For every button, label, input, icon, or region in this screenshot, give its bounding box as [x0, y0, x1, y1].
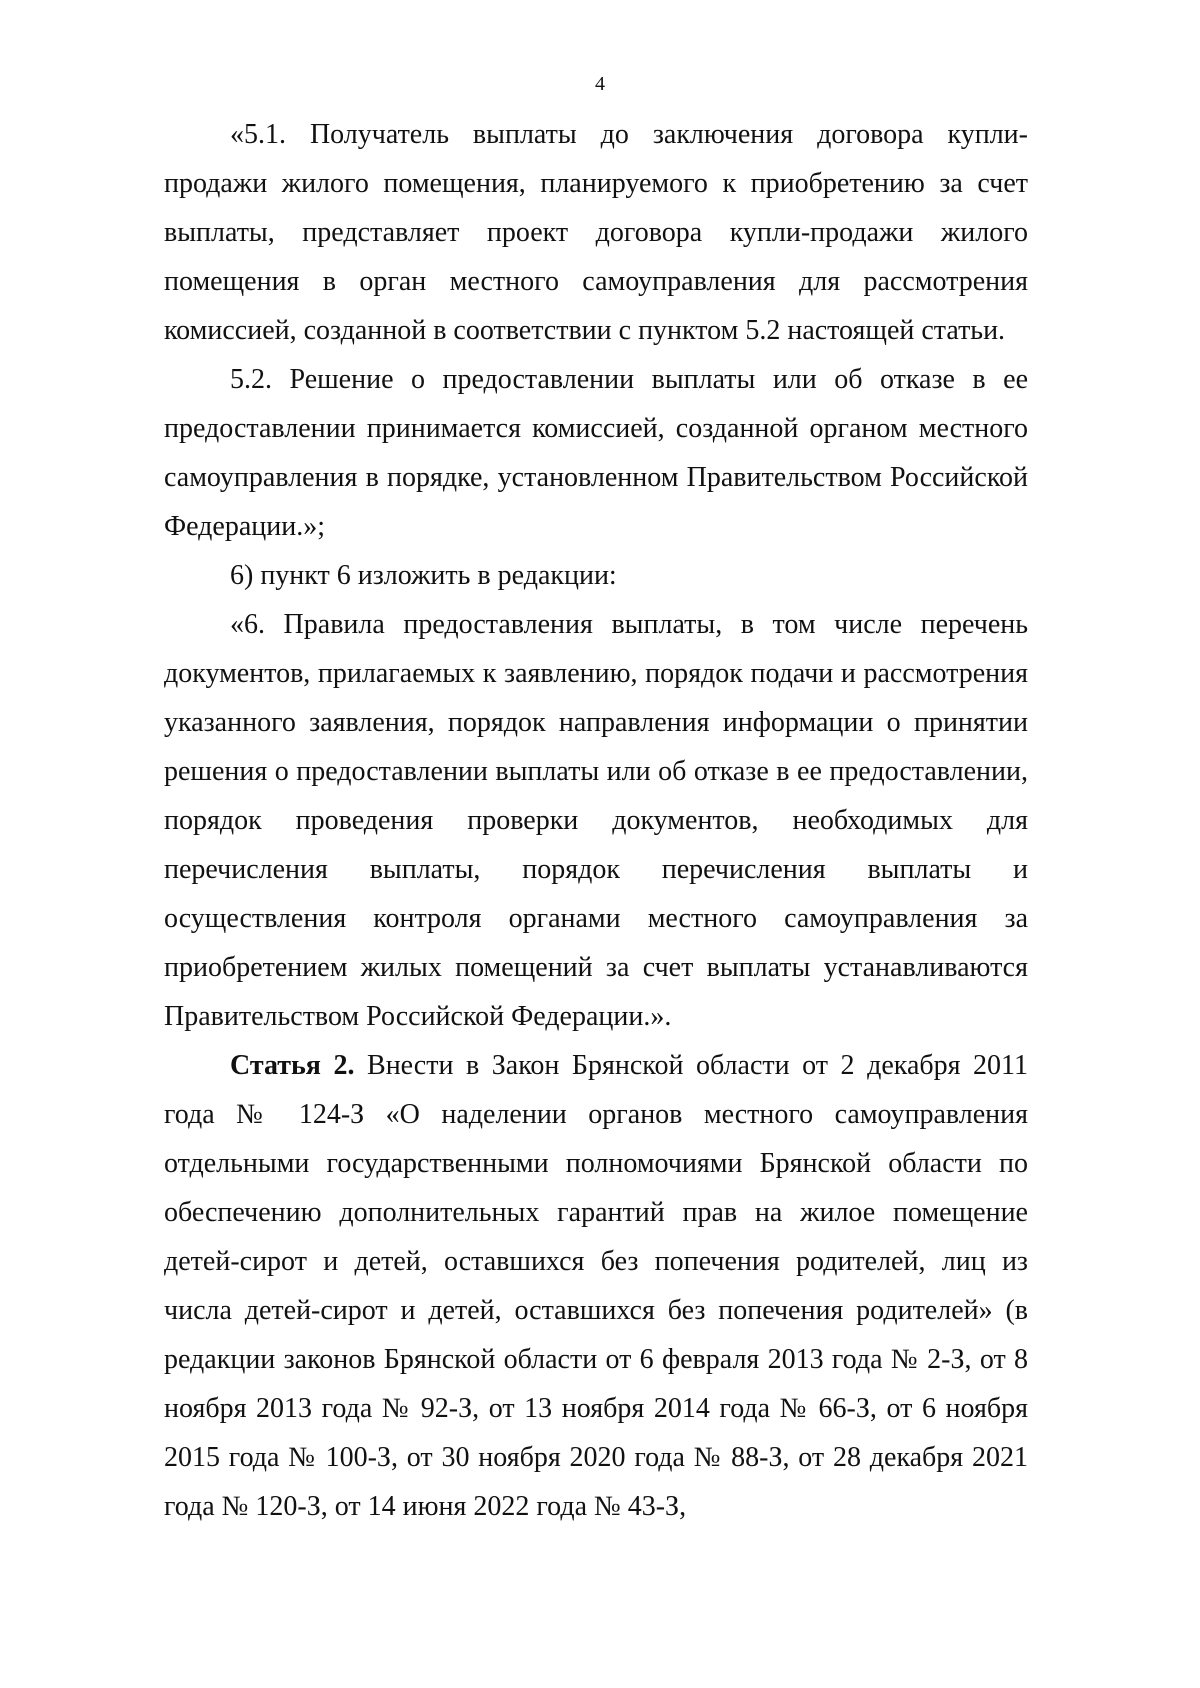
- article-text: Внести в Закон Брянской области от 2 декабря 2011 года № 124-З «О наделении органов местного самоуправления отдельными государственными полномочиями Брянской области по обеспечению дополнительных гарантий прав на жилое помещение детей-сирот и детей, оставшихся без попечения родителей, лиц из числа детей-сирот и детей, оставшихся без попечения родителей» (в редакции законов Брянской области от 6 февраля 2013 года № 2-З, от 8 ноября 2013 года № 92-З, от 13 ноября 2014 года № 66-З, от 6 ноября 2015 года № 100-З, от 30 ноября 2020 года № 88-З, от 28 декабря 2021 года № 120-З, от 14 июня 2022 года № 43-З,: [164, 1050, 1028, 1522]
- paragraph-6-rules: «6. Правила предоставления выплаты, в том числе перечень документов, прилагаемых к заявлению, порядок подачи и рассмотрения указанного заявления, порядок направления информации о принятии решения о предоставлении выплаты или об отказе в ее предоставлении, порядок проведения проверки документов, необходимых для перечисления выплаты, порядок перечисления выплаты и осуществления контроля органами местного самоуправления за приобретением жилых помещений за счет выплаты устанавливаются Правительством Российской Федерации.».: [164, 609, 1028, 1032]
- article-2-paragraph: [164, 1041, 1028, 1531]
- paragraph-5-2: 5.2. Решение о предоставлении выплаты или об отказе в ее предоставлении принимается комиссией, созданной органом местного самоуправления в порядке, установленном Правительством Российской Федерации.»;: [164, 364, 1028, 542]
- document-body: [164, 110, 1028, 1531]
- paragraph-5-1: «5.1. Получатель выплаты до заключения договора купли-продажи жилого помещения, планируемого к приобретению за счет выплаты, представляет проект договора купли-продажи жилого помещения в орган местного самоуправления для рассмотрения комиссией, созданной в соответствии с пунктом 5.2 настоящей статьи.: [164, 119, 1028, 346]
- paragraph-item-6-intro: 6) пункт 6 изложить в редакции:: [230, 560, 617, 591]
- article-heading: Статья 2.: [230, 1050, 355, 1081]
- page-number: 4: [595, 73, 605, 95]
